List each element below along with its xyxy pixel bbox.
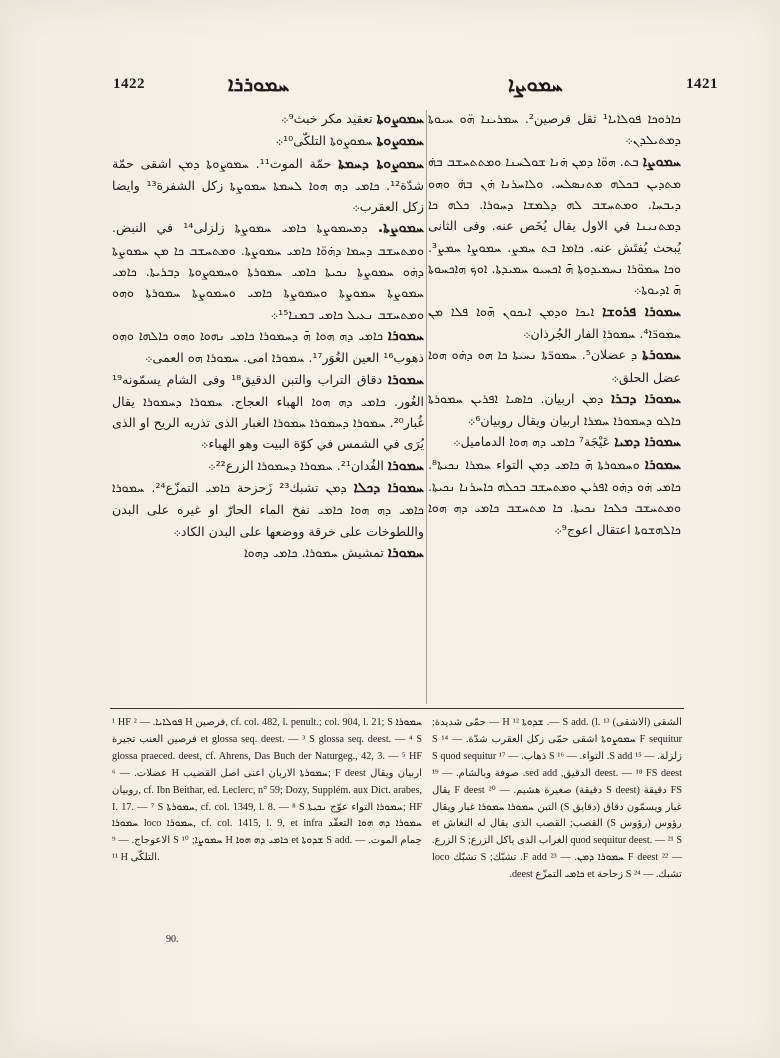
entry: [428, 151, 681, 301]
entry-text: تعقيد مكر خبث⁹܀: [281, 111, 373, 126]
entry: [428, 108, 681, 151]
entry: [112, 542, 424, 564]
entry-headword: ܚܡܘܪܐ ܕܟܠܐ: [353, 480, 424, 497]
entry: [112, 108, 424, 130]
signature-mark: 90.: [166, 934, 179, 945]
entry-text: ܘܚܡܘܪܬܐ ܗ̄ ܟܐܡܝ ܕܡܢ التواء ܚܡܪܐ ܢܟܝܬܐ⁸. ܟܐܡܝ ܗ̇ܘ ܕܗ̇ܘ ܐܦܪܝܢ ܘܡܬܚܫܒ ܒܟܠܗ ܟܐܚܪܢܐ ܢܟܝܬܐ. ܘܡܬܚܫܒ ܟܠܟܐ ܢܟܝܬܐ. ܟܐ ܡܬܚܫܒ ܟܐܡܝ ܕܗ ܗܘܐ ܟܐܠܗܫܘܬܐ اعتقال اعوج⁹܀: [428, 456, 681, 537]
right-text-column: [428, 108, 681, 540]
entry-text: ܕ عضلان⁵. ܚܡܘܪ̈ܬܐ ܢܚܝܬܐ ܟܐ ܗܘ ܕܗ̇ܘ ܗܘܐ عضل الحلق܀: [428, 347, 681, 385]
entry-headword: ܚܡܘܪܐ ܕܡܝܐ: [614, 434, 681, 451]
right-running-head: ܚܡܘܨܐ: [508, 72, 563, 96]
entry: [428, 454, 681, 540]
entry-headword: ܚܡܘܪܐ ܦܪܘܫܐ: [602, 303, 681, 320]
entry: [428, 301, 681, 345]
right-footnotes: [432, 715, 682, 884]
entry: [112, 369, 424, 455]
entry: [428, 431, 681, 453]
entry-text: ܕܡܚܡܘܨܬܐ ܟܐܡܝ ܚܡܘܨܬܐ زلزلى¹⁴ في النبض. ܘܡܬܚܫܒ ܕܚܡܐ ܕܗ̇ܘ̈ܐ ܟܐܡܝ ܚܡܘܨܬܐ. ܘܡܬܚܫܒ ܟܐ ܡܢ ܚܡܘܨܬܐ ܕܗ̇ܘ ܚܡܘܨܬܐ ܢܟܝܬܐ ܟܐܡܝ ܚܡܘܪܬܐ ܘܚܡܘܨܘܬܐ ܕܒܪܝܬܐ. ܟܐܡܝ ܚܡܘܨܬܐ ܚܡܘܨܬܐ ܘܚܡܘܨܬܐ ܟܐܡܝ ܘܚܡܘܨܬܐ ܚܡܘܪܬܐ ܘܗܘ ܘܡܬܚܫܒ ܢܥܝܠ ܟܐܡܝ ܒܡܢܐ¹⁵܀: [112, 220, 424, 322]
entry-headword: ܚܡܘܨܘܬܐ ܕܚܡܬܐ: [338, 155, 424, 172]
entry-headword: ܚܡܘܪܐ: [387, 457, 424, 474]
entry-headword: ܚܡܘܪܐ: [387, 544, 424, 561]
entry: [112, 153, 424, 218]
entry-headword: ܚܡܘܨܘܬܐ: [376, 111, 424, 127]
footnote-block: ¹ HF ܦܘܠܐܝܐ. — ² H فرصين, cf. col. 482, l. penult.; col. 904, l. 21; S ܚܡܘܪܐ فرصين العنب تجيرة et glossa seq. deest. — ³ S glossa seq. deest. — ⁴ S glossa praeced. deest, cf. Ahrens, Das Buch der Naturgeg., 42, 3. — ⁵ HF عضلات. — ⁶ H ܚܡܘܪܬܐ الاربان اعنى اصل القضيب; F deest اربيان ويقال روبيان, cf. Ibn Beithar, ed. Leclerc, n° 59; Dozy, Supplém. aux Dict. arabes, I. 17. — ⁷ S ܚܡܘܪܬܐ, cf. col. 1349, l. 8. — ⁸ S ܚܡܘܪܐ التواء عوّج ܢܟܝܬܐ; HF ܚܡܘܪܐ loco ܚܡܘܪܐ, cf. col. 1415, l. 9, et infra ܚܡܘܪܐ ܕܗ ܗܘܐ التعقّد الاعوجاج. — ⁹ S ܚܡܘܨܐ; ¹⁰ H ܟܐܡܝ ܕܗ ܗܘܐ et ܫܕܘܬܐ S add. حِمام الموت. — ¹¹ H التلكّى.: [112, 717, 423, 864]
entry-headword: ܚܡܘܪܐ: [644, 456, 681, 473]
right-page-number: 1421: [686, 76, 718, 92]
entry-text: ܒܬ. ܗܘ̈ܐ ܕܡܢ ܗ̇ܢܐ ܫܘܠܚܢܐ ܘܡܬܬܚܫܒ ܒܗ̇ ܡܬܕܝܢ ܒܟܠܗ ܡܬܢܣܠܚ. ܘܠܐܚܪܢܐ ܗ̇ܢ ܒܗ̇ ܘܗܘ ܕܝܒܚܐ. ܘܡܬܚܫܒ ܠܗ ܕܠܡܫܐ ܕܚܘܪܐ. ܟܠܗ ܟܐ ܕܡܬܢܝܢܐ في الاول يقال يُخَص عنه. وفى الثانى يُبحث يُفتَش عنه. ܟܐܡܐ ܒܬ ܚܡܨ. ܚܡܘܨܐ ܚܡܨ³. ܘܟܐ ܚܡܘ̈ܪܐ ܢܚܡܝܕܘܬܐ ܗ̄ ܐܟܚܝܘ ܚܡܝܕܬܐ. ܐܘܟ ܗܐܟܚܘܬܐ ܗ̄ ܐܕܝܘܬܐ܀: [428, 153, 681, 298]
entry-text: ܕܡܢ تشبك²³ زَحزحة ܟܐܡܝ التمزّع²⁴. ܚܡܘܪܐ ܟܐܡܝ ܕܗ ܗܘܐ ܟܐܡܝ نفخ الماء الحارّ او غيره على البدن واللطوخات على خرقة ووضعها على البدن الكاد܀: [112, 480, 424, 539]
entry-headword: ܚܡܘܪܐ ܕܒܪܐ: [611, 390, 681, 407]
entry-text: تمشيش ܚܡܘܪܐ. ܟܐܡܝ ܕܗܘܐ: [243, 544, 384, 560]
left-footnotes: [112, 715, 422, 867]
entry: [112, 217, 424, 324]
entry-headword: ܚܡܘܨܘܬܐ: [376, 133, 424, 150]
entry: [112, 477, 424, 542]
left-page-number: 1422: [113, 76, 145, 92]
entry-headword: ܚܡܘܪܬܐ: [642, 347, 681, 364]
entry-text: ܚܡܘܨܘܬܐ التلكّى¹⁰܀: [275, 133, 373, 149]
entry-text: ܕܡܢ اربيان. ܟܐܣܝܐ ܐܦܪܝܢ ܚܡܘܪܬܐ ܟܐܠܘ ܕܚܡܘܪܐ ܚܡܪܐ اربيان ويقال روبيان⁶܀: [428, 390, 681, 429]
entry-text: عَيْجَة⁷ ܟܐܡܝ ܕܗ ܗܘܐ الدماميل܀: [453, 434, 611, 450]
column-rule: [426, 110, 427, 704]
entry-text: ܟܐܡܝ ܕܗ ܗܘܐ ܗ̄ ܕܚܡܘܪܐ ܟܐܡܝ ܢܗܘܐ ܘܗܘ ܟܐܠܗܐ ܘܗܘ ذهوب¹⁶ العين الغُوَر¹⁷. ܚܡܘܪܐ امى. ܚܡܘܪܐ ܗܘ العمى܀: [112, 327, 424, 366]
entry-headword: ܚܡܘܪܐ: [387, 371, 424, 388]
entry-headword: ܚܡܘܪܐ: [387, 327, 424, 344]
entry-text: الفُدان²¹. ܚܡܘܪܐ ܕܚܡܘܪܐ الزرع²²܀: [208, 457, 384, 473]
entry-text: حمّة الموت¹¹. ܚܡܘܨܘܬܐ ܕܡܢ اشقى حمّة شدّة¹². ܟܐܡܝ ܕܗ ܗܘܐ ܠܚܡܬܐ ܚܡܘܨܬܐ زكل الشفرة¹³ وايضا زكل العقرب܀: [112, 155, 424, 215]
entry-headword: ܚܡܘܨܬܐ.: [377, 220, 424, 237]
entry-text: دقاق التراب والتبن الدقيق¹⁸ وفى الشام يسمّونه¹⁹ الغُور. ܟܐܡܝ ܕܗ ܗܘܐ الهباء العجاج. ܚܡܘܪܐ ܕܚܡܘܪܐ يقال غُبار²⁰. ܚܡܘܪܐ ܕܚܡܘܪܐ ܚܡܘܪܐ الغبار الذى تذريه الريح او الذى يُرَى في الشمس في كوّة البيت وهو الهباء܀: [112, 371, 424, 452]
entry-text: ܟܐܪܘܟܐ ܦܘܠܐܝܐ¹ ثقل فرصين². ܚܡܪܝܢܐ ܗ̈ܘ ܚܝܘܬܐ ܕܡܬܝܠܕܢ܀: [428, 111, 681, 148]
entry: [112, 130, 424, 152]
footnote-block: الشقى (الاشقى) S add. (l. ¹³ —. ܫܕܘܬܐ H ¹² — حمّى شديدة; F sequitur ܚܡܘܨܘܬܐ اشقى حمّى زكل العقرب شدّة. — ¹⁴ S زلزلة. — ¹⁵ S add. التواء. — ¹⁶ S ذهاب. — ¹⁷ S quod sequitur deest. — ¹⁸ FS deest الدقيق, sed add. صوفة وبالشام. — ¹⁹ FS دقيقة (S deest دقيقة) صغيرة هشيم. — ²⁰ F deest يقال غبار ويسمّون دقاق (دقايق S) التبن ܚܡܘܪܐ ܚܡܘܪܐ غبار ويقال رؤوس (رؤوس S) القصب; القصب الذى يقال له النغاش et quod sequitur deest. — ²¹ S الغراب الذى ياكل الزرع; S الزرع. — ²² F deest ܚܡܘܪܐ ܕܡܢ. — ²³ F add. تشبّك; S تشبّك loco تشبك. — ²⁴ S زحاحة et ܟܐܡܝ التمزّع deest.: [432, 717, 683, 881]
left-running-head: ܚܡܘܪܪܐ: [228, 72, 290, 96]
entry-headword: ܚܡܘܨܐ: [642, 153, 681, 170]
left-text-column: [112, 108, 424, 564]
entry: [112, 455, 424, 477]
footnote-divider: [110, 708, 684, 709]
entry-text: ܐܝܟܐ ܘܕܡܢ ܐܝܟܘܢ ܗ̄ܘܐ ܦܠܐ ܡܢ ܚܡܘܪ̈ܐ⁴. ܚܡܘܪܐ الفار الجُرذان܀: [428, 303, 681, 341]
entry: [428, 388, 681, 432]
entry: [428, 344, 681, 388]
entry: [112, 325, 424, 369]
